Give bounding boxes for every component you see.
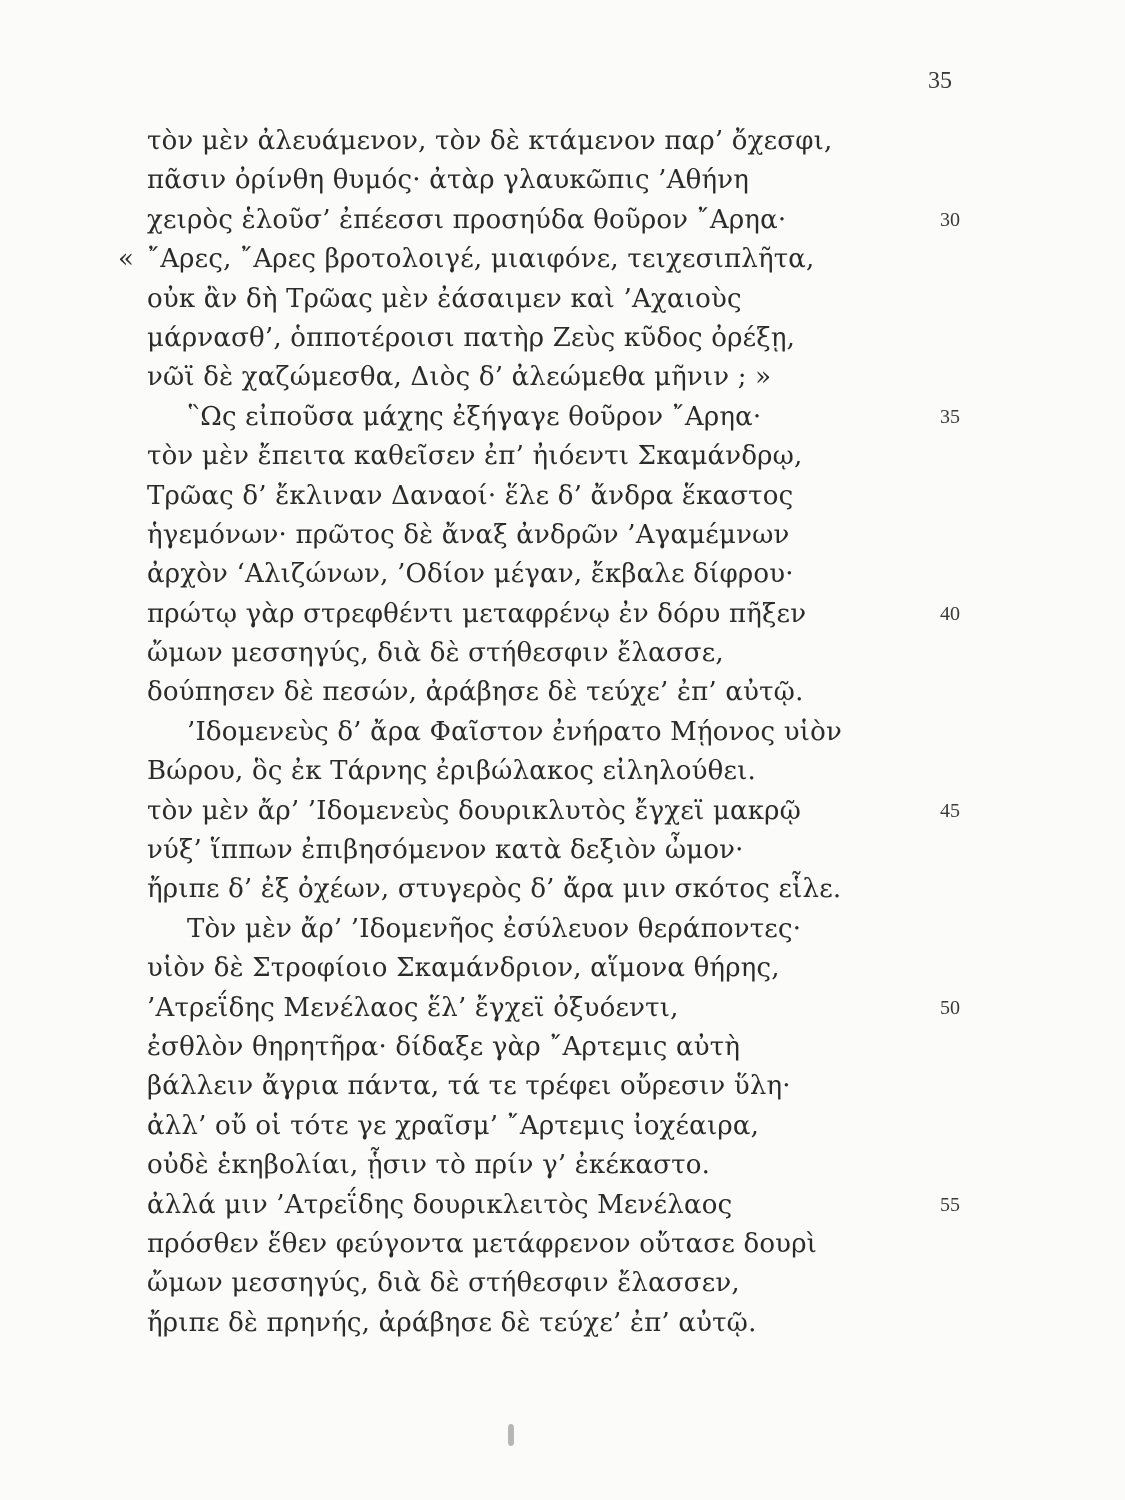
verse-text: ὤμων μεσσηγύς, διὰ δὲ στήθεσφιν ἔλασσεν, — [147, 1268, 740, 1299]
verse-line — [0, 319, 1125, 358]
verse-line — [0, 792, 1125, 831]
verse-line — [0, 437, 1125, 476]
verse-text: πρώτῳ γὰρ στρεφθέντι μεταφρένῳ ἐν δόρυ πῆξεν — [147, 598, 807, 629]
verse-text: ἀλλά μιν ’Ατρεΐδης δουρικλειτὸς Μενέλαος — [147, 1189, 733, 1220]
ink-smudge — [508, 1424, 514, 1446]
verse-line — [0, 555, 1125, 594]
verse-text: οὐκ ἂν δὴ Τρῶας μὲν ἐάσαιμεν καὶ ’Αχαιοὺς — [147, 283, 742, 314]
verse-text: πᾶσιν ὀρίνθη θυμός· ἀτὰρ γλαυκῶπις ’Αθήνη — [147, 165, 750, 196]
line-number: 30 — [940, 208, 960, 231]
verse-text: χειρὸς ἑλοῦσ’ ἐπέεσσι προσηύδα θοῦρον ῎Αρηα· — [147, 204, 787, 235]
verse-text: πρόσθεν ἕθεν φεύγοντα μετάφρενον οὔτασε δουρὶ — [147, 1228, 818, 1259]
verse-line — [0, 1146, 1125, 1185]
verse-line — [0, 1186, 1125, 1225]
verse-line — [0, 161, 1125, 200]
verse-line — [0, 240, 1125, 279]
line-number: 50 — [940, 996, 960, 1019]
verse-line — [0, 516, 1125, 555]
verse-line — [0, 122, 1125, 161]
verse-line — [0, 634, 1125, 673]
verse-text: υἱὸν δὲ Στροφίοιο Σκαμάνδριον, αἵμονα θήρης, — [147, 953, 780, 984]
verse-text: ἀλλ’ οὔ οἱ τότε γε χραῖσμ’ ῎Αρτεμις ἰοχέαιρα, — [147, 1110, 760, 1141]
verse-text: τὸν μὲν ἄρ’ ’Ιδομενεὺς δουρικλυτὸς ἔγχεϊ μακρῷ — [147, 795, 802, 826]
line-number: 45 — [940, 799, 960, 822]
verse-line — [0, 595, 1125, 634]
verse-text: ὤμων μεσσηγύς, διὰ δὲ στήθεσφιν ἔλασσε, — [147, 638, 724, 669]
verse-text: ῎Αρες, ῎Αρες βροτολοιγέ, μιαιφόνε, τειχεσιπλῆτα, — [147, 244, 815, 275]
verse-line — [0, 477, 1125, 516]
verse-line — [0, 1264, 1125, 1303]
verse-text: Τὸν μὲν ἄρ’ ’Ιδομενῆος ἐσύλευον θεράποντες· — [187, 913, 802, 944]
verse-text: ἀρχὸν ‘Αλιζώνων, ’Οδίον μέγαν, ἔκβαλε δίφρου· — [147, 559, 794, 590]
verse-text: Τρῶας δ’ ἔκλιναν Δαναοί· ἕλε δ’ ἄνδρα ἕκαστος — [147, 480, 794, 511]
verse-text: οὐδὲ ἑκηβολίαι, ᾗσιν τὸ πρίν γ’ ἐκέκαστο. — [147, 1150, 711, 1181]
verse-text: ἤριπε δὲ πρηνής, ἀράβησε δὲ τεύχε’ ἐπ’ αὐτῷ. — [147, 1307, 757, 1338]
line-number: 55 — [940, 1193, 960, 1216]
verse-text: ἡγεμόνων· πρῶτος δὲ ἄναξ ἀνδρῶν ’Αγαμέμνων — [147, 519, 790, 550]
verse-text: ’Ιδομενεὺς δ’ ἄρα Φαῖστον ἐνήρατο Μῄονος υἱὸν — [187, 716, 842, 747]
verse-line — [0, 280, 1125, 319]
verse-line — [0, 398, 1125, 437]
verse-line — [0, 1304, 1125, 1343]
line-number: 40 — [940, 602, 960, 625]
verse-line — [0, 870, 1125, 909]
verse-line — [0, 358, 1125, 397]
verse-text: βάλλειν ἄγρια πάντα, τά τε τρέφει οὔρεσιν ὕλη· — [147, 1071, 791, 1102]
verse-text: ’Ατρεΐδης Μενέλαος ἕλ’ ἔγχεϊ ὀξυόεντι, — [147, 992, 679, 1023]
verse-text: δούπησεν δὲ πεσών, ἀράβησε δὲ τεύχε’ ἐπ’ αὐτῷ. — [147, 677, 804, 708]
verse-line — [0, 201, 1125, 240]
verse-block — [0, 122, 1125, 1343]
verse-line — [0, 831, 1125, 870]
verse-text: ἤριπε δ’ ἐξ ὀχέων, στυγερὸς δ’ ἄρα μιν σκότος εἷλε. — [147, 874, 842, 905]
verse-text: ῝Ως εἰποῦσα μάχης ἐξήγαγε θοῦρον ῎Αρηα· — [187, 401, 762, 432]
verse-line — [0, 1225, 1125, 1264]
verse-text: τὸν μὲν ἀλευάμενον, τὸν δὲ κτάμενον παρ’ ὄχεσφι, — [147, 126, 833, 156]
opening-quote: « — [118, 244, 134, 275]
verse-text: νύξ’ ἵππων ἐπιβησόμενον κατὰ δεξιὸν ὦμον· — [147, 835, 744, 866]
verse-line — [0, 1028, 1125, 1067]
verse-text: τὸν μὲν ἔπειτα καθεῖσεν ἐπ’ ἠιόεντι Σκαμάνδρῳ, — [147, 441, 803, 472]
page-number: 35 — [928, 68, 952, 94]
verse-text: μάρνασθ’, ὁπποτέροισι πατὴρ Ζεὺς κῦδος ὀρέξῃ, — [147, 322, 796, 353]
verse-line — [0, 713, 1125, 752]
verse-line — [0, 673, 1125, 712]
verse-line — [0, 1107, 1125, 1146]
line-number: 35 — [940, 405, 960, 428]
verse-text: νῶϊ δὲ χαζώμεσθα, Διὸς δ’ ἀλεώμεθα μῆνιν ; » — [147, 362, 772, 393]
verse-line — [0, 910, 1125, 949]
verse-line — [0, 989, 1125, 1028]
verse-text: Βώρου, ὃς ἐκ Τάρνης ἐριβώλακος εἰληλούθει. — [147, 756, 756, 787]
verse-line — [0, 1067, 1125, 1106]
verse-line — [0, 752, 1125, 791]
verse-text: ἐσθλὸν θηρητῆρα· δίδαξε γὰρ ῎Αρτεμις αὐτὴ — [147, 1031, 741, 1062]
verse-line — [0, 949, 1125, 988]
